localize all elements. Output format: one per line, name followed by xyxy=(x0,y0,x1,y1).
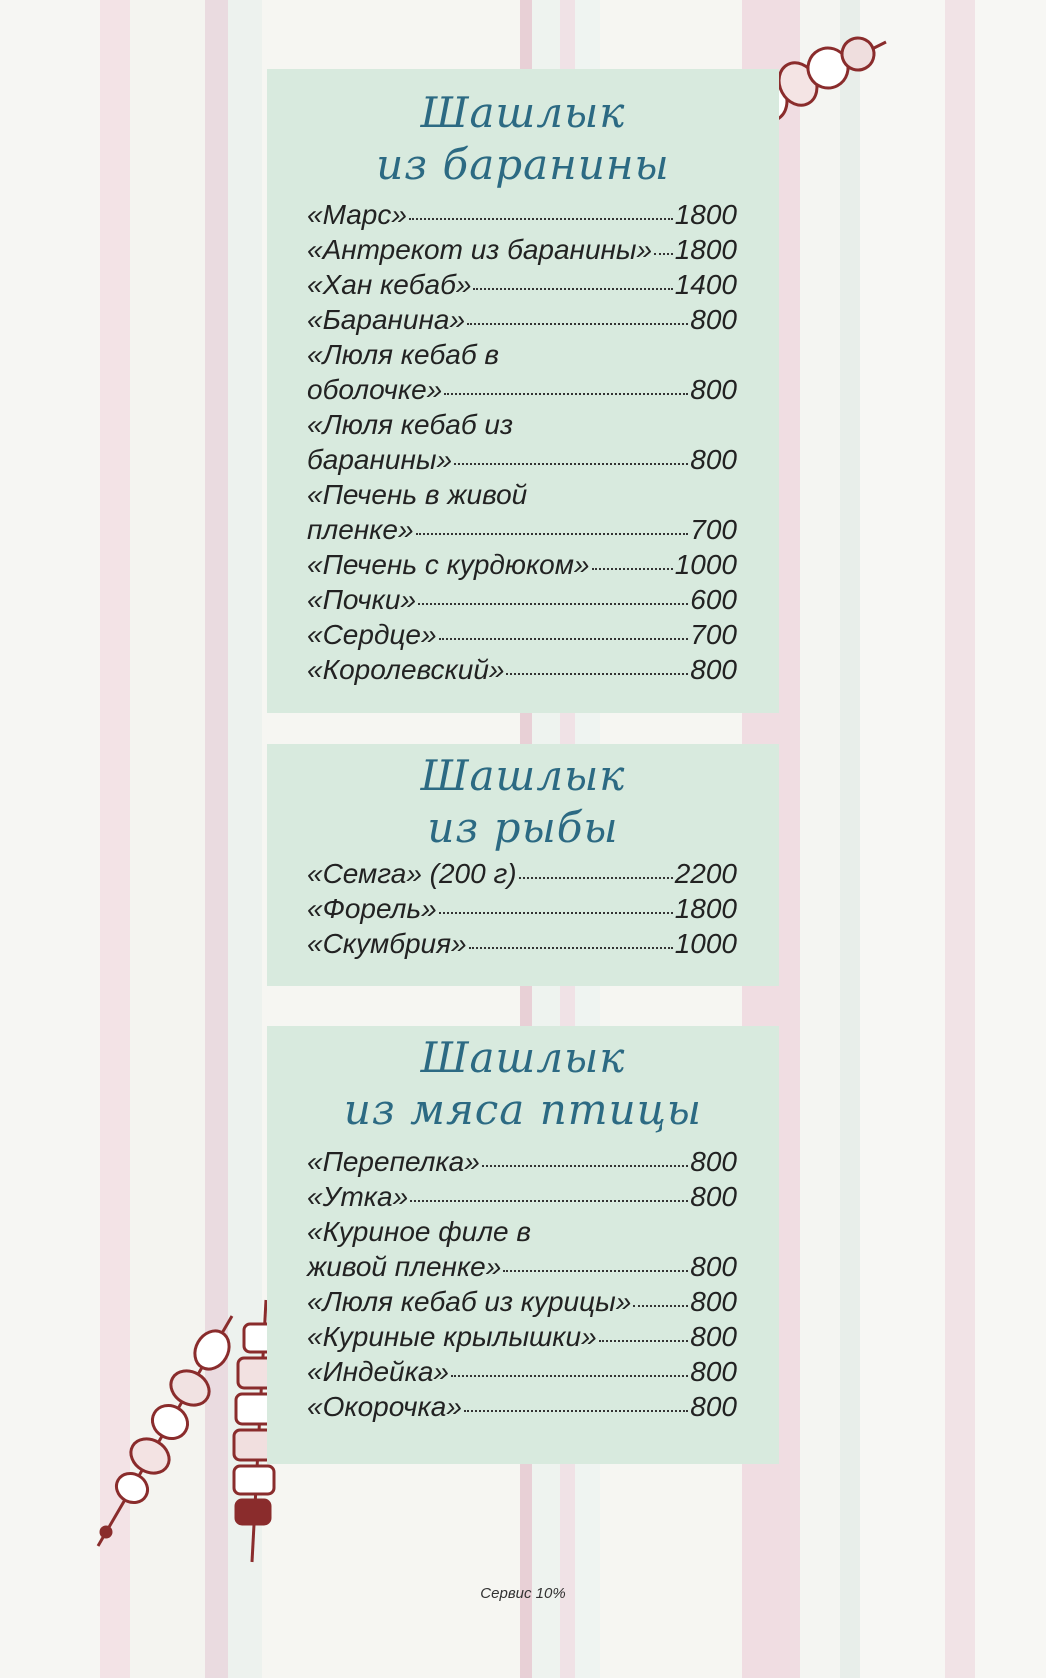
item-name: «Окорочка» xyxy=(307,1391,462,1422)
leader-dots xyxy=(592,548,673,570)
leader-dots xyxy=(416,513,689,535)
item-name: «Сердце» xyxy=(307,619,437,650)
item-name: баранины» xyxy=(307,444,453,475)
list-item xyxy=(307,1319,739,1354)
item-name: «Баранина» xyxy=(307,304,466,335)
item-name: пленке» xyxy=(307,514,414,545)
leader-dots xyxy=(503,1250,688,1272)
item-name: «Индейка» xyxy=(307,1356,449,1387)
list-item xyxy=(307,197,739,232)
item-name: «Королевский» xyxy=(307,654,505,685)
item-price: 800 xyxy=(690,374,737,405)
leader-dots xyxy=(473,268,672,290)
item-name-line1: «Куриное филе в xyxy=(307,1216,531,1247)
item-price: 1800 xyxy=(674,234,737,265)
menu-section-lamb xyxy=(267,69,779,713)
list-item xyxy=(307,617,739,652)
menu-list xyxy=(307,1144,739,1424)
menu-list xyxy=(307,197,739,687)
item-name: «Перепелка» xyxy=(307,1146,480,1177)
leader-dots xyxy=(439,618,689,640)
list-item xyxy=(307,547,739,582)
item-price: 800 xyxy=(690,1146,737,1177)
item-price: 800 xyxy=(690,1321,737,1352)
leader-dots xyxy=(506,653,688,675)
leader-dots xyxy=(410,1180,688,1202)
item-price: 1000 xyxy=(674,928,737,959)
list-item xyxy=(307,1354,739,1389)
service-charge-note: Сервис 10% xyxy=(480,1585,566,1602)
leader-dots xyxy=(444,373,688,395)
list-item xyxy=(307,477,739,547)
item-price: 800 xyxy=(690,1391,737,1422)
item-name-line1: «Люля кебаб из xyxy=(307,409,513,440)
item-name-line1: «Печень в живой xyxy=(307,479,528,510)
leader-dots xyxy=(451,1355,688,1377)
section-title-line1: Шашлык xyxy=(420,751,626,800)
list-item xyxy=(307,302,739,337)
item-price: 800 xyxy=(690,304,737,335)
skewer-icon xyxy=(92,1310,242,1550)
list-item xyxy=(307,1284,739,1319)
leader-dots xyxy=(454,443,688,465)
item-name: «Почки» xyxy=(307,584,417,615)
list-item xyxy=(307,1144,739,1179)
item-price: 1400 xyxy=(674,269,737,300)
section-title xyxy=(307,744,739,854)
section-title-line1: Шашлык xyxy=(420,1033,626,1082)
list-item xyxy=(307,1214,739,1284)
menu-section-fish xyxy=(267,744,779,986)
item-price: 800 xyxy=(690,654,737,685)
item-price: 2200 xyxy=(674,858,737,889)
leader-dots xyxy=(654,233,673,255)
item-price: 1000 xyxy=(674,549,737,580)
item-price: 800 xyxy=(690,1286,737,1317)
item-price: 800 xyxy=(690,444,737,475)
item-price: 1800 xyxy=(674,893,737,924)
section-title xyxy=(307,69,739,191)
section-title-line2: из мяса птицы xyxy=(343,1085,703,1134)
list-item xyxy=(307,1389,739,1424)
list-item xyxy=(307,407,739,477)
section-title xyxy=(307,1026,739,1136)
item-name: «Семга» (200 г) xyxy=(307,858,517,889)
leader-dots xyxy=(418,583,688,605)
item-price: 600 xyxy=(690,584,737,615)
item-name: живой пленке» xyxy=(307,1251,502,1282)
item-price: 700 xyxy=(690,619,737,650)
item-name: оболочке» xyxy=(307,374,443,405)
item-price: 1800 xyxy=(674,199,737,230)
list-item xyxy=(307,232,739,267)
leader-dots xyxy=(599,1320,689,1342)
item-price: 800 xyxy=(690,1356,737,1387)
item-name: «Утка» xyxy=(307,1181,409,1212)
section-title-line2: из баранины xyxy=(376,140,670,189)
list-item xyxy=(307,582,739,617)
item-price: 800 xyxy=(690,1181,737,1212)
item-name: «Печень с курдюком» xyxy=(307,549,590,580)
list-item xyxy=(307,267,739,302)
list-item xyxy=(307,856,739,891)
item-name: «Форель» xyxy=(307,893,437,924)
leader-dots xyxy=(464,1390,688,1412)
leader-dots xyxy=(633,1285,688,1307)
list-item xyxy=(307,926,739,961)
menu-list xyxy=(307,856,739,961)
list-item xyxy=(307,337,739,407)
item-name: «Марс» xyxy=(307,199,407,230)
item-name-line1: «Люля кебаб в xyxy=(307,339,499,370)
section-title-line2: из рыбы xyxy=(427,803,619,852)
item-name: «Скумбрия» xyxy=(307,928,467,959)
item-name: «Хан кебаб» xyxy=(307,269,472,300)
item-name: «Куриные крылышки» xyxy=(307,1321,597,1352)
leader-dots xyxy=(469,927,673,949)
item-price: 700 xyxy=(690,514,737,545)
leader-dots xyxy=(467,303,688,325)
list-item xyxy=(307,1179,739,1214)
list-item xyxy=(307,891,739,926)
item-name: «Антрекот из баранины» xyxy=(307,234,653,265)
section-title-line1: Шашлык xyxy=(420,88,626,137)
menu-section-poultry xyxy=(267,1026,779,1464)
list-item xyxy=(307,652,739,687)
leader-dots xyxy=(439,892,673,914)
item-price: 800 xyxy=(690,1251,737,1282)
item-name: «Люля кебаб из курицы» xyxy=(307,1286,632,1317)
leader-dots xyxy=(519,857,673,879)
leader-dots xyxy=(482,1145,688,1167)
leader-dots xyxy=(409,198,673,220)
